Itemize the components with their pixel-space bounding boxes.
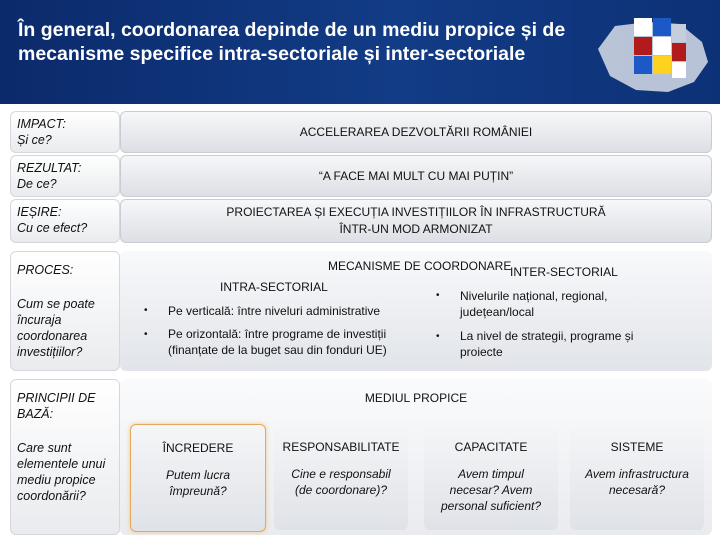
card-text: Avem infrastructura necesară? [585, 467, 689, 497]
bullet: • [144, 329, 148, 340]
iesire-value: PROIECTAREA ȘI EXECUȚIA INVESTIȚIILOR ÎN INFRASTRUCTURĂ ÎNTR-UN MOD ARMONIZAT [226, 205, 606, 236]
bullet: • [144, 305, 148, 316]
page-title: În general, coordonarea depinde de un mediu propice și de mecanisme specifice intra-sectoriale și inter-sectoriale [18, 19, 566, 65]
impact-value: ACCELERAREA DEZVOLTĂRII ROMÂNIEI [299, 124, 533, 139]
inter-sectorial-label: INTER-SECTORIAL [510, 265, 618, 279]
card-title: ÎNCREDERE [162, 441, 234, 455]
card-responsabilitate [274, 424, 408, 530]
card-title: RESPONSABILITATE [282, 440, 400, 454]
principii-label: PRINCIPII DE BAZĂ: [17, 391, 96, 421]
intra-item-horizontal: Pe orizontală: între programe de investiții (finanțate de la buget sau din fonduri UE) [168, 327, 387, 357]
card-sisteme [570, 424, 704, 530]
mediul-propice-heading: MEDIUL PROPICE [364, 391, 468, 405]
rezultat-label-box [10, 155, 120, 197]
card-capacitate [424, 424, 558, 530]
rezultat-value-box [120, 155, 712, 197]
title-banner [0, 0, 720, 104]
proces-question: Cum se poate încuraja coordonarea investițiilor? [17, 297, 95, 359]
iesire-label-box [10, 199, 120, 243]
impact-label-box [10, 111, 120, 153]
mechanisms-heading: MECANISME DE COORDONARE [328, 259, 512, 273]
proces-panel [120, 251, 712, 371]
rezultat-value: “A FACE MAI MULT CU MAI PUȚIN” [318, 168, 514, 183]
inter-item-levels: Nivelurile național, regional, județean/local [460, 289, 608, 319]
romania-cube-logo [590, 4, 715, 100]
proces-label-box [10, 251, 120, 371]
card-title: CAPACITATE [454, 440, 528, 454]
card-text: Putem lucra împreună? [165, 468, 231, 498]
principii-question: Care sunt elementele unui mediu propice coordonării? [17, 441, 106, 503]
inter-item-strategies: La nivel de strategii, programe și proiecte [460, 329, 634, 359]
intra-item-vertical: Pe verticală: între niveluri administrative [168, 304, 381, 318]
rezultat-label: REZULTAT: De ce? [17, 161, 82, 191]
card-title: SISTEME [610, 440, 664, 454]
bullet: • [436, 331, 440, 342]
card-incredere [130, 424, 266, 532]
iesire-value-box [120, 199, 712, 243]
impact-label: IMPACT: Și ce? [17, 117, 66, 147]
card-text: Avem timpul necesar? Avem personal suficient? [440, 467, 542, 513]
iesire-label: IEȘIRE: Cu ce efect? [17, 205, 88, 235]
card-text: Cine e responsabil (de coordonare)? [291, 467, 391, 497]
impact-value-box [120, 111, 712, 153]
principii-label-box [10, 379, 120, 535]
proces-label: PROCES: [17, 263, 74, 277]
bullet: • [436, 290, 440, 301]
intra-sectorial-label: INTRA-SECTORIAL [220, 280, 328, 294]
